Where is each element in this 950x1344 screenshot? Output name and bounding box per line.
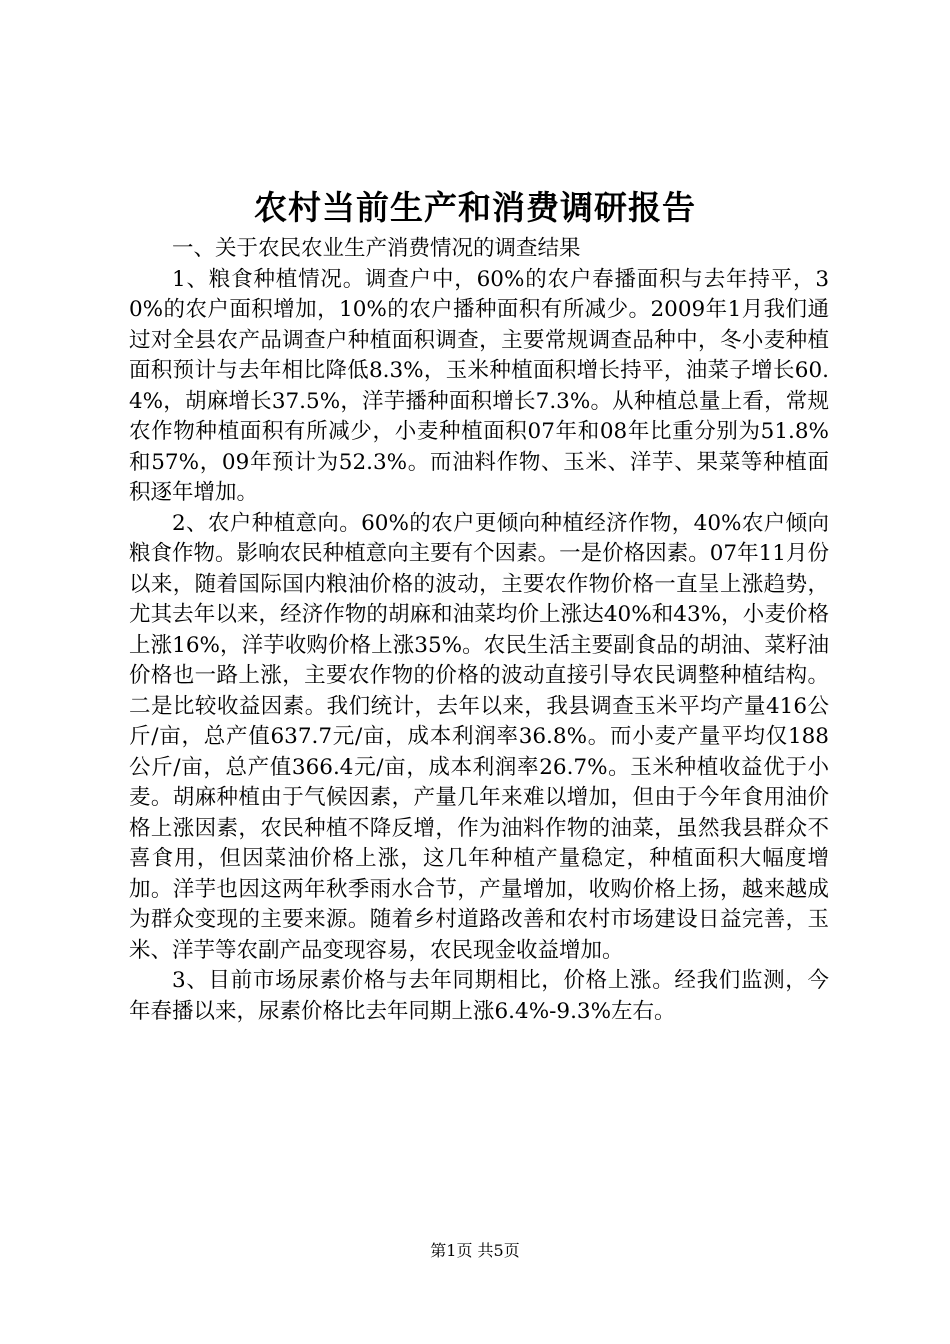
section-heading: 一、关于农民农业生产消费情况的调查结果	[172, 236, 581, 261]
page-footer: 第1页 共5页	[430, 1241, 520, 1260]
document-title: 农村当前生产和消费调研报告	[254, 188, 696, 227]
paragraph-urea-price: 3、目前市场尿素价格与去年同期相比，价格上涨。经我们监测，今年春播以来，尿素价格比去年同期上涨6.4%-9.3%左右。	[129, 968, 829, 1024]
paragraph-planting-situation: 1、粮食种植情况。调查户中，60%的农户春播面积与去年持平，30%的农户面积增加，10%的农户播种面积有所减少。2009年1月我们通过对全县农产品调查户种植面积调查，主要常规调查品种中，冬小麦种植面积预计与去年相比降低8.3%，玉米种植面积增长持平，油菜子增长60.4%，胡麻增长37.5%，洋芋播种面积增长7.3%。从种植总量上看，常规农作物种植面积有所减少，小麦种植面积07年和08年比重分别为51.8%和57%，09年预计为52.3%。而油料作物、玉米、洋芋、果菜等种植面积逐年增加。	[129, 266, 829, 505]
document-body	[129, 234, 829, 1027]
paragraph-planting-intention: 2、农户种植意向。60%的农户更倾向种植经济作物，40%农户倾向粮食作物。影响农民种植意向主要有个因素。一是价格因素。07年11月份以来，随着国际国内粮油价格的波动，主要农作物价格一直呈上涨趋势，尤其去年以来，经济作物的胡麻和油菜均价上涨达40%和43%，小麦价格上涨16%，洋芋收购价格上涨35%。农民生活主要副食品的胡油、菜籽油价格也一路上涨，主要农作物的价格的波动直接引导农民调整种植结构。二是比较收益因素。我们统计，去年以来，我县调查玉米平均产量416公斤/亩，总产值637.7元/亩，成本利润率36.8%。而小麦产量平均仅188公斤/亩，总产值366.4元/亩，成本利润率26.7%。玉米种植收益优于小麦。胡麻种植由于气候因素，产量几年来难以增加，但由于今年食用油价格上涨因素，农民种植不降反增，作为油料作物的油菜，虽然我县群众不喜食用，但因菜油价格上涨，这几年种植产量稳定，种植面积大幅度增加。洋芋也因这两年秋季雨水合节，产量增加，收购价格上扬，越来越成为群众变现的主要来源。随着乡村道路改善和农村市场建设日益完善，玉米、洋芋等农副产品变现容易，农民现金收益增加。	[129, 510, 829, 963]
